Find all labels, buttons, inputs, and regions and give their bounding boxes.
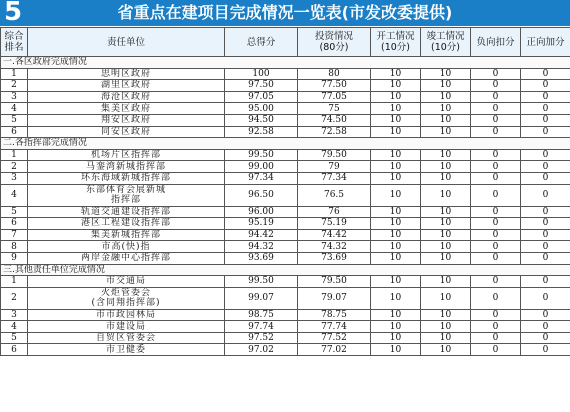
cell-complete: 10	[421, 184, 471, 206]
cell-start: 10	[371, 80, 421, 92]
results-table	[0, 27, 570, 356]
cell-complete: 10	[421, 276, 471, 288]
cell-rank: 4	[1, 103, 28, 115]
cell-invest: 79.07	[298, 287, 371, 309]
cell-complete: 10	[421, 344, 471, 356]
table-row	[1, 114, 570, 126]
cell-invest: 75	[298, 103, 371, 115]
header-pos: 正向加分	[521, 28, 570, 57]
cell-invest: 77.34	[298, 172, 371, 184]
cell-unit: 市交通局	[28, 276, 225, 288]
cell-rank: 6	[1, 218, 28, 230]
cell-rank: 4	[1, 184, 28, 206]
cell-pos: 0	[521, 161, 570, 173]
cell-neg: 0	[471, 172, 521, 184]
header-unit: 责任单位	[28, 28, 225, 57]
cell-rank: 4	[1, 321, 28, 333]
header-total: 总得分	[225, 28, 298, 57]
cell-total: 97.52	[225, 332, 298, 344]
cell-total: 98.75	[225, 309, 298, 321]
cell-complete: 10	[421, 321, 471, 333]
cell-start: 10	[371, 68, 421, 80]
cell-unit: 轨道交通建设指挥部	[28, 206, 225, 218]
cell-complete: 10	[421, 126, 471, 138]
cell-rank: 5	[1, 206, 28, 218]
cell-neg: 0	[471, 161, 521, 173]
cell-complete: 10	[421, 161, 471, 173]
table-row	[1, 241, 570, 253]
cell-pos: 0	[521, 252, 570, 264]
page-title: 省重点在建项目完成情况一览表(市发改委提供)	[117, 3, 453, 22]
cell-complete: 10	[421, 287, 471, 309]
cell-rank: 3	[1, 309, 28, 321]
cell-complete: 10	[421, 80, 471, 92]
cell-pos: 0	[521, 172, 570, 184]
cell-pos: 0	[521, 103, 570, 115]
cell-start: 10	[371, 276, 421, 288]
cell-start: 10	[371, 161, 421, 173]
cell-total: 97.74	[225, 321, 298, 333]
table-row	[1, 206, 570, 218]
cell-invest: 74.32	[298, 241, 371, 253]
cell-start: 10	[371, 229, 421, 241]
table-row	[1, 344, 570, 356]
cell-total: 99.50	[225, 276, 298, 288]
cell-total: 94.50	[225, 114, 298, 126]
cell-unit: 思明区政府	[28, 68, 225, 80]
cell-invest: 77.50	[298, 80, 371, 92]
cell-pos: 0	[521, 287, 570, 309]
cell-invest: 76.5	[298, 184, 371, 206]
cell-rank: 1	[1, 149, 28, 161]
cell-total: 100	[225, 68, 298, 80]
cell-pos: 0	[521, 114, 570, 126]
cell-rank: 7	[1, 229, 28, 241]
cell-complete: 10	[421, 172, 471, 184]
cell-pos: 0	[521, 229, 570, 241]
cell-pos: 0	[521, 68, 570, 80]
cell-rank: 2	[1, 80, 28, 92]
cell-unit: 集美区政府	[28, 103, 225, 115]
cell-start: 10	[371, 321, 421, 333]
cell-neg: 0	[471, 149, 521, 161]
cell-pos: 0	[521, 218, 570, 230]
table-row	[1, 276, 570, 288]
cell-complete: 10	[421, 252, 471, 264]
cell-total: 94.32	[225, 241, 298, 253]
cell-rank: 3	[1, 91, 28, 103]
cell-unit: 两岸金融中心指挥部	[28, 252, 225, 264]
header-row	[1, 28, 570, 57]
cell-rank: 3	[1, 172, 28, 184]
cell-neg: 0	[471, 91, 521, 103]
cell-start: 10	[371, 184, 421, 206]
cell-invest: 77.74	[298, 321, 371, 333]
cell-pos: 0	[521, 276, 570, 288]
cell-invest: 78.75	[298, 309, 371, 321]
cell-neg: 0	[471, 218, 521, 230]
section-number: 5	[4, 0, 23, 27]
cell-invest: 75.19	[298, 218, 371, 230]
table-row	[1, 103, 570, 115]
section-title: 二.各指挥部完成情况	[1, 138, 570, 150]
cell-unit: 火炬管委会 (含同翔指挥部)	[28, 287, 225, 309]
cell-invest: 74.42	[298, 229, 371, 241]
cell-pos: 0	[521, 321, 570, 333]
cell-unit: 市建设局	[28, 321, 225, 333]
cell-start: 10	[371, 114, 421, 126]
cell-complete: 10	[421, 206, 471, 218]
cell-pos: 0	[521, 309, 570, 321]
cell-rank: 2	[1, 287, 28, 309]
cell-neg: 0	[471, 229, 521, 241]
section-title: 一.各区政府完成情况	[1, 57, 570, 69]
cell-pos: 0	[521, 344, 570, 356]
header-invest: 投资情况 (80分)	[298, 28, 371, 57]
table-row	[1, 309, 570, 321]
cell-total: 97.34	[225, 172, 298, 184]
cell-unit: 海沧区政府	[28, 91, 225, 103]
cell-total: 95.19	[225, 218, 298, 230]
table-row	[1, 126, 570, 138]
cell-invest: 76	[298, 206, 371, 218]
cell-invest: 79.50	[298, 276, 371, 288]
cell-unit: 市卫健委	[28, 344, 225, 356]
cell-total: 97.02	[225, 344, 298, 356]
cell-rank: 8	[1, 241, 28, 253]
cell-neg: 0	[471, 114, 521, 126]
table-row	[1, 287, 570, 309]
cell-rank: 6	[1, 126, 28, 138]
cell-rank: 1	[1, 68, 28, 80]
table-row	[1, 68, 570, 80]
table-row	[1, 80, 570, 92]
cell-complete: 10	[421, 114, 471, 126]
table-row	[1, 218, 570, 230]
cell-total: 93.69	[225, 252, 298, 264]
cell-rank: 1	[1, 276, 28, 288]
cell-neg: 0	[471, 252, 521, 264]
cell-complete: 10	[421, 218, 471, 230]
header-rank: 综合 排名	[1, 28, 28, 57]
table-row	[1, 252, 570, 264]
header-complete: 竣工情况 (10分)	[421, 28, 471, 57]
section-header-row	[1, 264, 570, 276]
cell-total: 99.50	[225, 149, 298, 161]
cell-unit: 机场片区指挥部	[28, 149, 225, 161]
cell-pos: 0	[521, 149, 570, 161]
cell-unit: 自贸区管委会	[28, 332, 225, 344]
cell-neg: 0	[471, 241, 521, 253]
cell-rank: 6	[1, 344, 28, 356]
cell-start: 10	[371, 206, 421, 218]
cell-neg: 0	[471, 276, 521, 288]
table-row	[1, 229, 570, 241]
cell-rank: 5	[1, 114, 28, 126]
cell-complete: 10	[421, 229, 471, 241]
cell-unit: 同安区政府	[28, 126, 225, 138]
header-neg: 负向扣分	[471, 28, 521, 57]
cell-unit: 翔安区政府	[28, 114, 225, 126]
cell-start: 10	[371, 241, 421, 253]
cell-unit: 东部体育会展新城 指挥部	[28, 184, 225, 206]
cell-invest: 77.02	[298, 344, 371, 356]
cell-pos: 0	[521, 184, 570, 206]
section-header-row	[1, 138, 570, 150]
cell-start: 10	[371, 287, 421, 309]
cell-start: 10	[371, 252, 421, 264]
cell-start: 10	[371, 309, 421, 321]
table-row	[1, 332, 570, 344]
cell-neg: 0	[471, 287, 521, 309]
cell-neg: 0	[471, 68, 521, 80]
cell-start: 10	[371, 172, 421, 184]
cell-invest: 77.05	[298, 91, 371, 103]
cell-total: 96.00	[225, 206, 298, 218]
cell-total: 92.58	[225, 126, 298, 138]
cell-rank: 9	[1, 252, 28, 264]
cell-neg: 0	[471, 344, 521, 356]
cell-unit: 马銮湾新城指挥部	[28, 161, 225, 173]
section-header-row	[1, 57, 570, 69]
cell-unit: 市市政园林局	[28, 309, 225, 321]
cell-invest: 79.50	[298, 149, 371, 161]
cell-neg: 0	[471, 126, 521, 138]
cell-invest: 74.50	[298, 114, 371, 126]
cell-neg: 0	[471, 332, 521, 344]
table-row	[1, 321, 570, 333]
cell-total: 96.50	[225, 184, 298, 206]
cell-neg: 0	[471, 309, 521, 321]
cell-start: 10	[371, 332, 421, 344]
table-row	[1, 91, 570, 103]
cell-neg: 0	[471, 321, 521, 333]
cell-complete: 10	[421, 241, 471, 253]
section-title: 三.其他责任单位完成情况	[1, 264, 570, 276]
cell-unit: 集美新城指挥部	[28, 229, 225, 241]
cell-total: 97.05	[225, 91, 298, 103]
cell-start: 10	[371, 103, 421, 115]
cell-invest: 77.52	[298, 332, 371, 344]
cell-pos: 0	[521, 206, 570, 218]
cell-start: 10	[371, 126, 421, 138]
cell-total: 95.00	[225, 103, 298, 115]
cell-start: 10	[371, 218, 421, 230]
cell-total: 97.50	[225, 80, 298, 92]
cell-pos: 0	[521, 80, 570, 92]
cell-neg: 0	[471, 184, 521, 206]
cell-rank: 5	[1, 332, 28, 344]
table-row	[1, 161, 570, 173]
table-row	[1, 149, 570, 161]
cell-total: 99.00	[225, 161, 298, 173]
table-row	[1, 172, 570, 184]
cell-start: 10	[371, 91, 421, 103]
cell-invest: 80	[298, 68, 371, 80]
cell-complete: 10	[421, 68, 471, 80]
cell-neg: 0	[471, 206, 521, 218]
cell-invest: 72.58	[298, 126, 371, 138]
table-body	[1, 57, 570, 356]
cell-complete: 10	[421, 149, 471, 161]
header-start: 开工情况 (10分)	[371, 28, 421, 57]
cell-pos: 0	[521, 241, 570, 253]
banner	[0, 0, 570, 26]
cell-start: 10	[371, 344, 421, 356]
cell-invest: 79	[298, 161, 371, 173]
cell-unit: 湖里区政府	[28, 80, 225, 92]
cell-unit: 市高(快)指	[28, 241, 225, 253]
cell-neg: 0	[471, 80, 521, 92]
cell-rank: 2	[1, 161, 28, 173]
cell-unit: 环东海域新城指挥部	[28, 172, 225, 184]
cell-complete: 10	[421, 103, 471, 115]
cell-invest: 73.69	[298, 252, 371, 264]
cell-total: 94.42	[225, 229, 298, 241]
cell-unit: 港区工程建设指挥部	[28, 218, 225, 230]
table-row	[1, 184, 570, 206]
cell-complete: 10	[421, 309, 471, 321]
cell-pos: 0	[521, 126, 570, 138]
cell-neg: 0	[471, 103, 521, 115]
cell-pos: 0	[521, 91, 570, 103]
cell-start: 10	[371, 149, 421, 161]
cell-total: 99.07	[225, 287, 298, 309]
cell-pos: 0	[521, 332, 570, 344]
cell-complete: 10	[421, 332, 471, 344]
cell-complete: 10	[421, 91, 471, 103]
